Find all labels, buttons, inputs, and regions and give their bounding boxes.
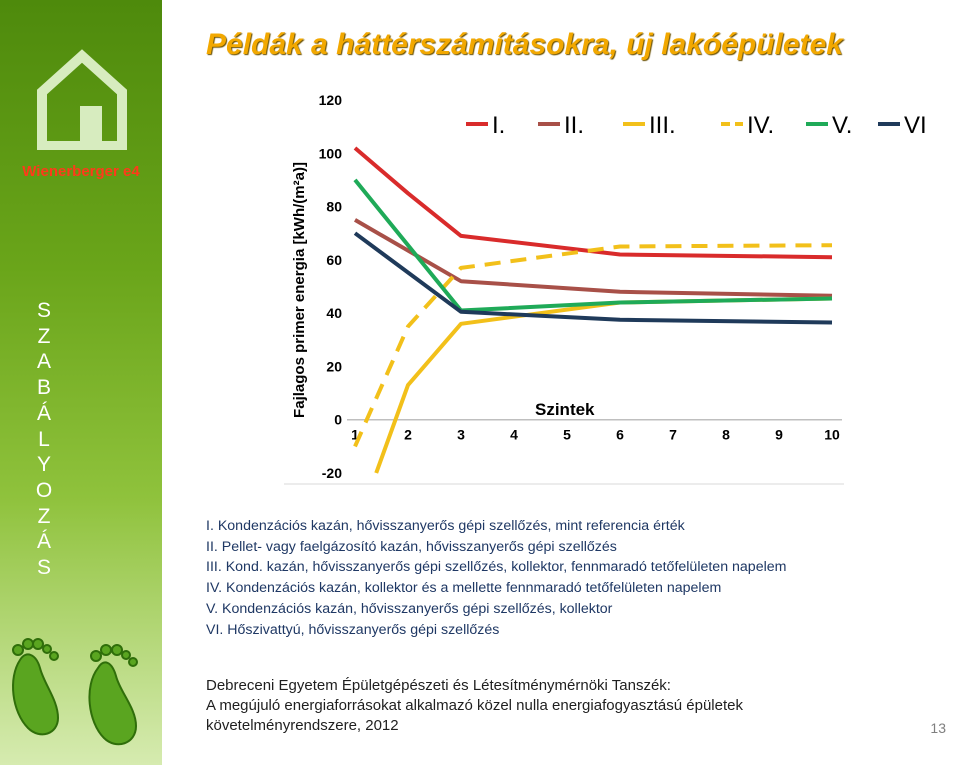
- x-tick-label: 9: [775, 426, 783, 443]
- page-number: 13: [930, 720, 946, 736]
- y-axis-label: Fajlagos primer energia [kWh/(m²a)]: [291, 162, 308, 418]
- series-description: IV. Kondenzációs kazán, kollektor és a mellette fennmaradó tetőfelületen napelem: [206, 580, 722, 597]
- vertical-letter: O: [35, 478, 53, 502]
- series-description: III. Kond. kazán, hővisszanyerős gépi szellőzés, kollektor, fennmaradó tetőfelületen napelem: [206, 559, 787, 576]
- vertical-letter: S: [36, 556, 51, 580]
- source-line: követelményrendszere, 2012: [206, 717, 399, 734]
- series-line: [355, 233, 832, 322]
- vertical-letter: Á: [36, 401, 51, 425]
- y-tick-label: 120: [318, 92, 342, 108]
- x-tick-label: 1: [351, 426, 359, 443]
- source-citation: [206, 676, 743, 736]
- series-descriptions: [206, 516, 786, 640]
- vertical-letter: Z: [37, 504, 51, 528]
- brand-name: Wienerberger e4: [22, 163, 140, 180]
- y-tick-label: -20: [321, 465, 342, 481]
- legend-entry: III.: [649, 112, 676, 139]
- y-tick-label: 100: [318, 145, 342, 162]
- y-tick-label: 40: [326, 305, 342, 322]
- x-tick-label: 2: [404, 426, 412, 443]
- footprints-icon: [0, 630, 162, 765]
- x-tick-label: 4: [510, 426, 518, 443]
- x-tick-label: 3: [457, 426, 465, 443]
- chart-legend: [466, 112, 927, 139]
- legend-entry: II.: [564, 112, 585, 139]
- y-tick-label: 20: [326, 358, 342, 375]
- vertical-letter: A: [36, 350, 51, 374]
- y-tick-label: 60: [326, 251, 342, 268]
- legend-entry: IV.: [747, 112, 775, 139]
- series-line: [355, 148, 832, 257]
- vertical-letter: L: [38, 427, 50, 451]
- y-tick-label: 80: [326, 198, 342, 215]
- legend-entry: VI: [904, 112, 927, 139]
- x-axis-label: Szintek: [535, 400, 595, 419]
- vertical-letter: Á: [36, 530, 51, 554]
- series-description: I. Kondenzációs kazán, hővisszanyerős gépi szellőzés, mint referencia érték: [206, 518, 685, 534]
- vertical-letter: S: [36, 299, 51, 322]
- source-line: A megújuló energiaforrásokat alkalmazó közel nulla energiafogyasztású épületek: [206, 697, 743, 714]
- source-line: Debreceni Egyetem Épületgépészeti és Létesítménymérnöki Tanszék:: [206, 677, 671, 694]
- vertical-letter: Z: [37, 324, 51, 348]
- series-description: II. Pellet- vagy faelgázosító kazán, hővisszanyerős gépi szellőzés: [206, 538, 617, 555]
- series-description: VI. Hőszivattyú, hővisszanyerős gépi szellőzés: [206, 621, 500, 638]
- x-tick-label: 7: [669, 426, 677, 443]
- slide-title: Példák a háttérszámításokra, új lakóépületek: [206, 28, 843, 61]
- x-tick-label: 10: [824, 426, 840, 443]
- series-description: V. Kondenzációs kazán, hővisszanyerős gépi szellőzés, kollektor: [206, 600, 613, 617]
- x-tick-label: 6: [616, 426, 624, 443]
- vertical-letter: Y: [36, 453, 51, 477]
- series-line: [376, 299, 832, 474]
- x-tick-label: 8: [722, 426, 730, 443]
- y-tick-label: 0: [334, 411, 342, 428]
- legend-entry: I.: [492, 112, 506, 139]
- x-tick-label: 5: [563, 426, 571, 443]
- vertical-letter: B: [36, 376, 51, 400]
- legend-entry: V.: [832, 112, 853, 139]
- chart-series-lines: [355, 148, 832, 473]
